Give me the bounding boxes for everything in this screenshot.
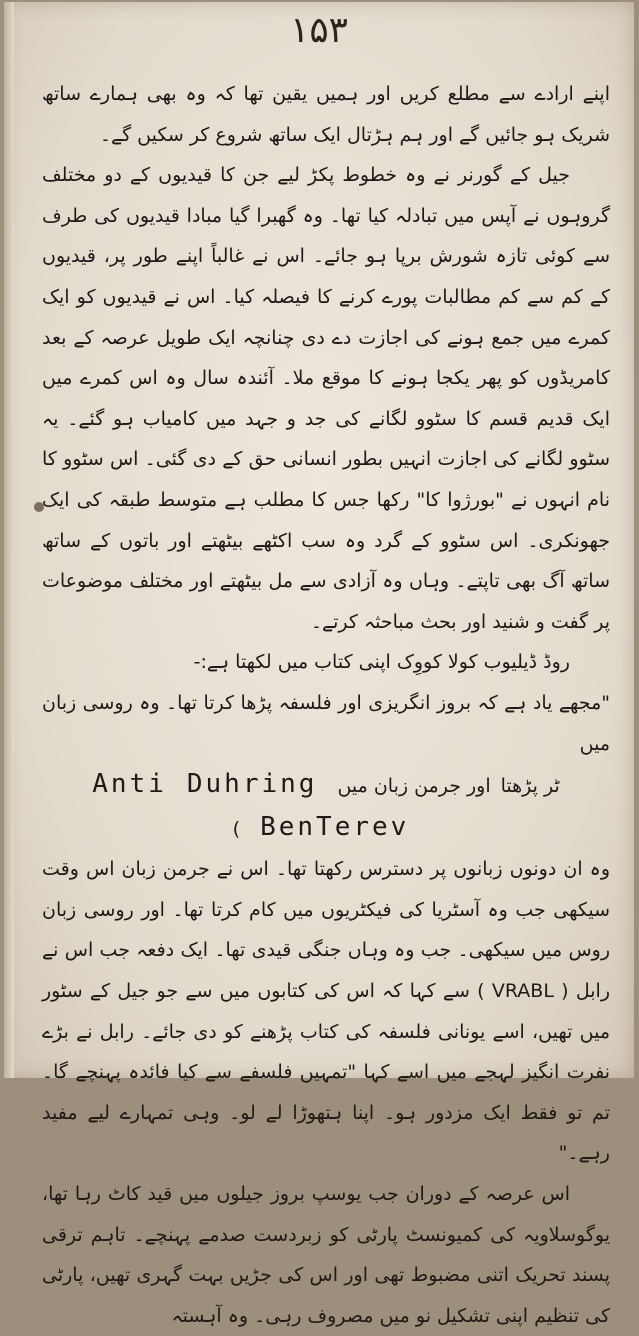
paragraph-2: جیل کے گورنر نے وہ خطوط پکڑ لیے جن کا قیدیوں کے دو مختلف گروہوں نے آپس میں تبادلہ کیا تھا۔ وہ گھبرا گیا مبادا قیدیوں کی طرف سے کوئی تازہ شورش برپا ہو جائے۔ اس نے غالباً اپنے طور پر، قیدیوں کے کم سے کم مطالبات پورے کرنے کا فیصلہ کیا۔ اس نے قیدیوں کو ایک کمرے میں جمع ہونے کی اجازت دے دی چنانچہ ایک طویل عرصہ کے بعد کامریڈوں کو پھر یکجا ہونے کا موقع ملا۔ آئندہ سال وہ اس کمرے میں ایک قدیم قسم کا سٹوو لگانے کی جد و جہد میں کامیاب ہو گئے۔ یہ سٹوو لگانے کی اجازت انہیں بطور انسانی حق کے دی گئی۔ اس سٹوو کا نام انہوں نے "بورژوا کا" رکھا جس کا مطلب ہے متوسط طبقہ کی ایک جھونکری۔ اس سٹوو کے گرد وہ سب اکٹھے بیٹھتے اور باتوں کے ساتھ ساتھ آگ بھی تاپتے۔ وہاں وہ آزادی سے مل بیٹھتے اور مختلف موضوعات پر گفت و شنید اور بحث مباحثہ کرتے۔ [42, 164, 610, 633]
paragraph-6: اس عرصہ کے دوران جب یوسپ بروز جیلوں میں قید کاٹ رہا تھا، یوگوسلاویہ کی کمیونسٹ پارٹی کو زبردست صدمے پہنچے۔ تاہم ترقی پسند تحریک اتنی مضبوط تھی اور اس کی جڑیں بہت گہری تھیں، پارٹی کی تنظیم اپنی تشکیل نو میں مصروف رہی۔ وہ آہستہ [42, 1183, 610, 1327]
paragraph-1: اپنے ارادے سے مطلع کریں اور ہمیں یقین تھا کہ وہ بھی ہمارے ساتھ شریک ہو جائیں گے اور ہم ہڑتال ایک ساتھ شروع کر سکیں گے۔ [42, 83, 610, 146]
latin-title-line [42, 764, 610, 849]
latin-title-word-2: Duhring [186, 769, 318, 800]
latin-author-name: BenTerev [260, 811, 410, 842]
paragraph-3: روڈ ڈیلیوب کولا کووِک اپنی کتاب میں لکھتا ہے:- [193, 651, 570, 674]
latin-title-word-1: Anti [92, 769, 167, 800]
page-number: ۱۵۳ [289, 10, 348, 51]
body-text [42, 74, 610, 1336]
latin-urdu-before: ٹر پڑھتا [500, 775, 560, 798]
page-binding-shadow [4, 2, 14, 1078]
paragraph-4: "مجھے یاد ہے کہ بروز انگریزی اور فلسفہ پڑھا کرتا تھا۔ وہ روسی زبان میں [42, 691, 610, 755]
book-page [4, 2, 634, 1327]
latin-urdu-after: اور جرمن زبان میں ( [232, 775, 491, 840]
paragraph-5: وہ ان دونوں زبانوں پر دسترس رکھتا تھا۔ اس نے جرمن زبان اس وقت سیکھی جب وہ آسٹریا کی فیکٹریوں میں کام کرتا تھا۔ اور روسی زبان روس میں سیکھی۔ جب وہ وہاں جنگی قیدی تھا۔ ایک دفعہ جب اس نے رابل ( VRABL ) سے کہا کہ اس کی کتابوں میں سے جو جیل کے سٹور میں تھیں، اسے یونانی فلسفہ کی کتاب پڑھنے کو دی جائے۔ رابل نے بڑے نفرت انگیز لہجے میں اسے کہا "تمہیں فلسفے سے کیا فائدہ پہنچے گا۔ تم تو فقط ایک مزدور ہو۔ اپنا ہتھوڑا لے لو۔ وہی تمہارے لیے مفید رہے۔" [42, 858, 611, 1165]
